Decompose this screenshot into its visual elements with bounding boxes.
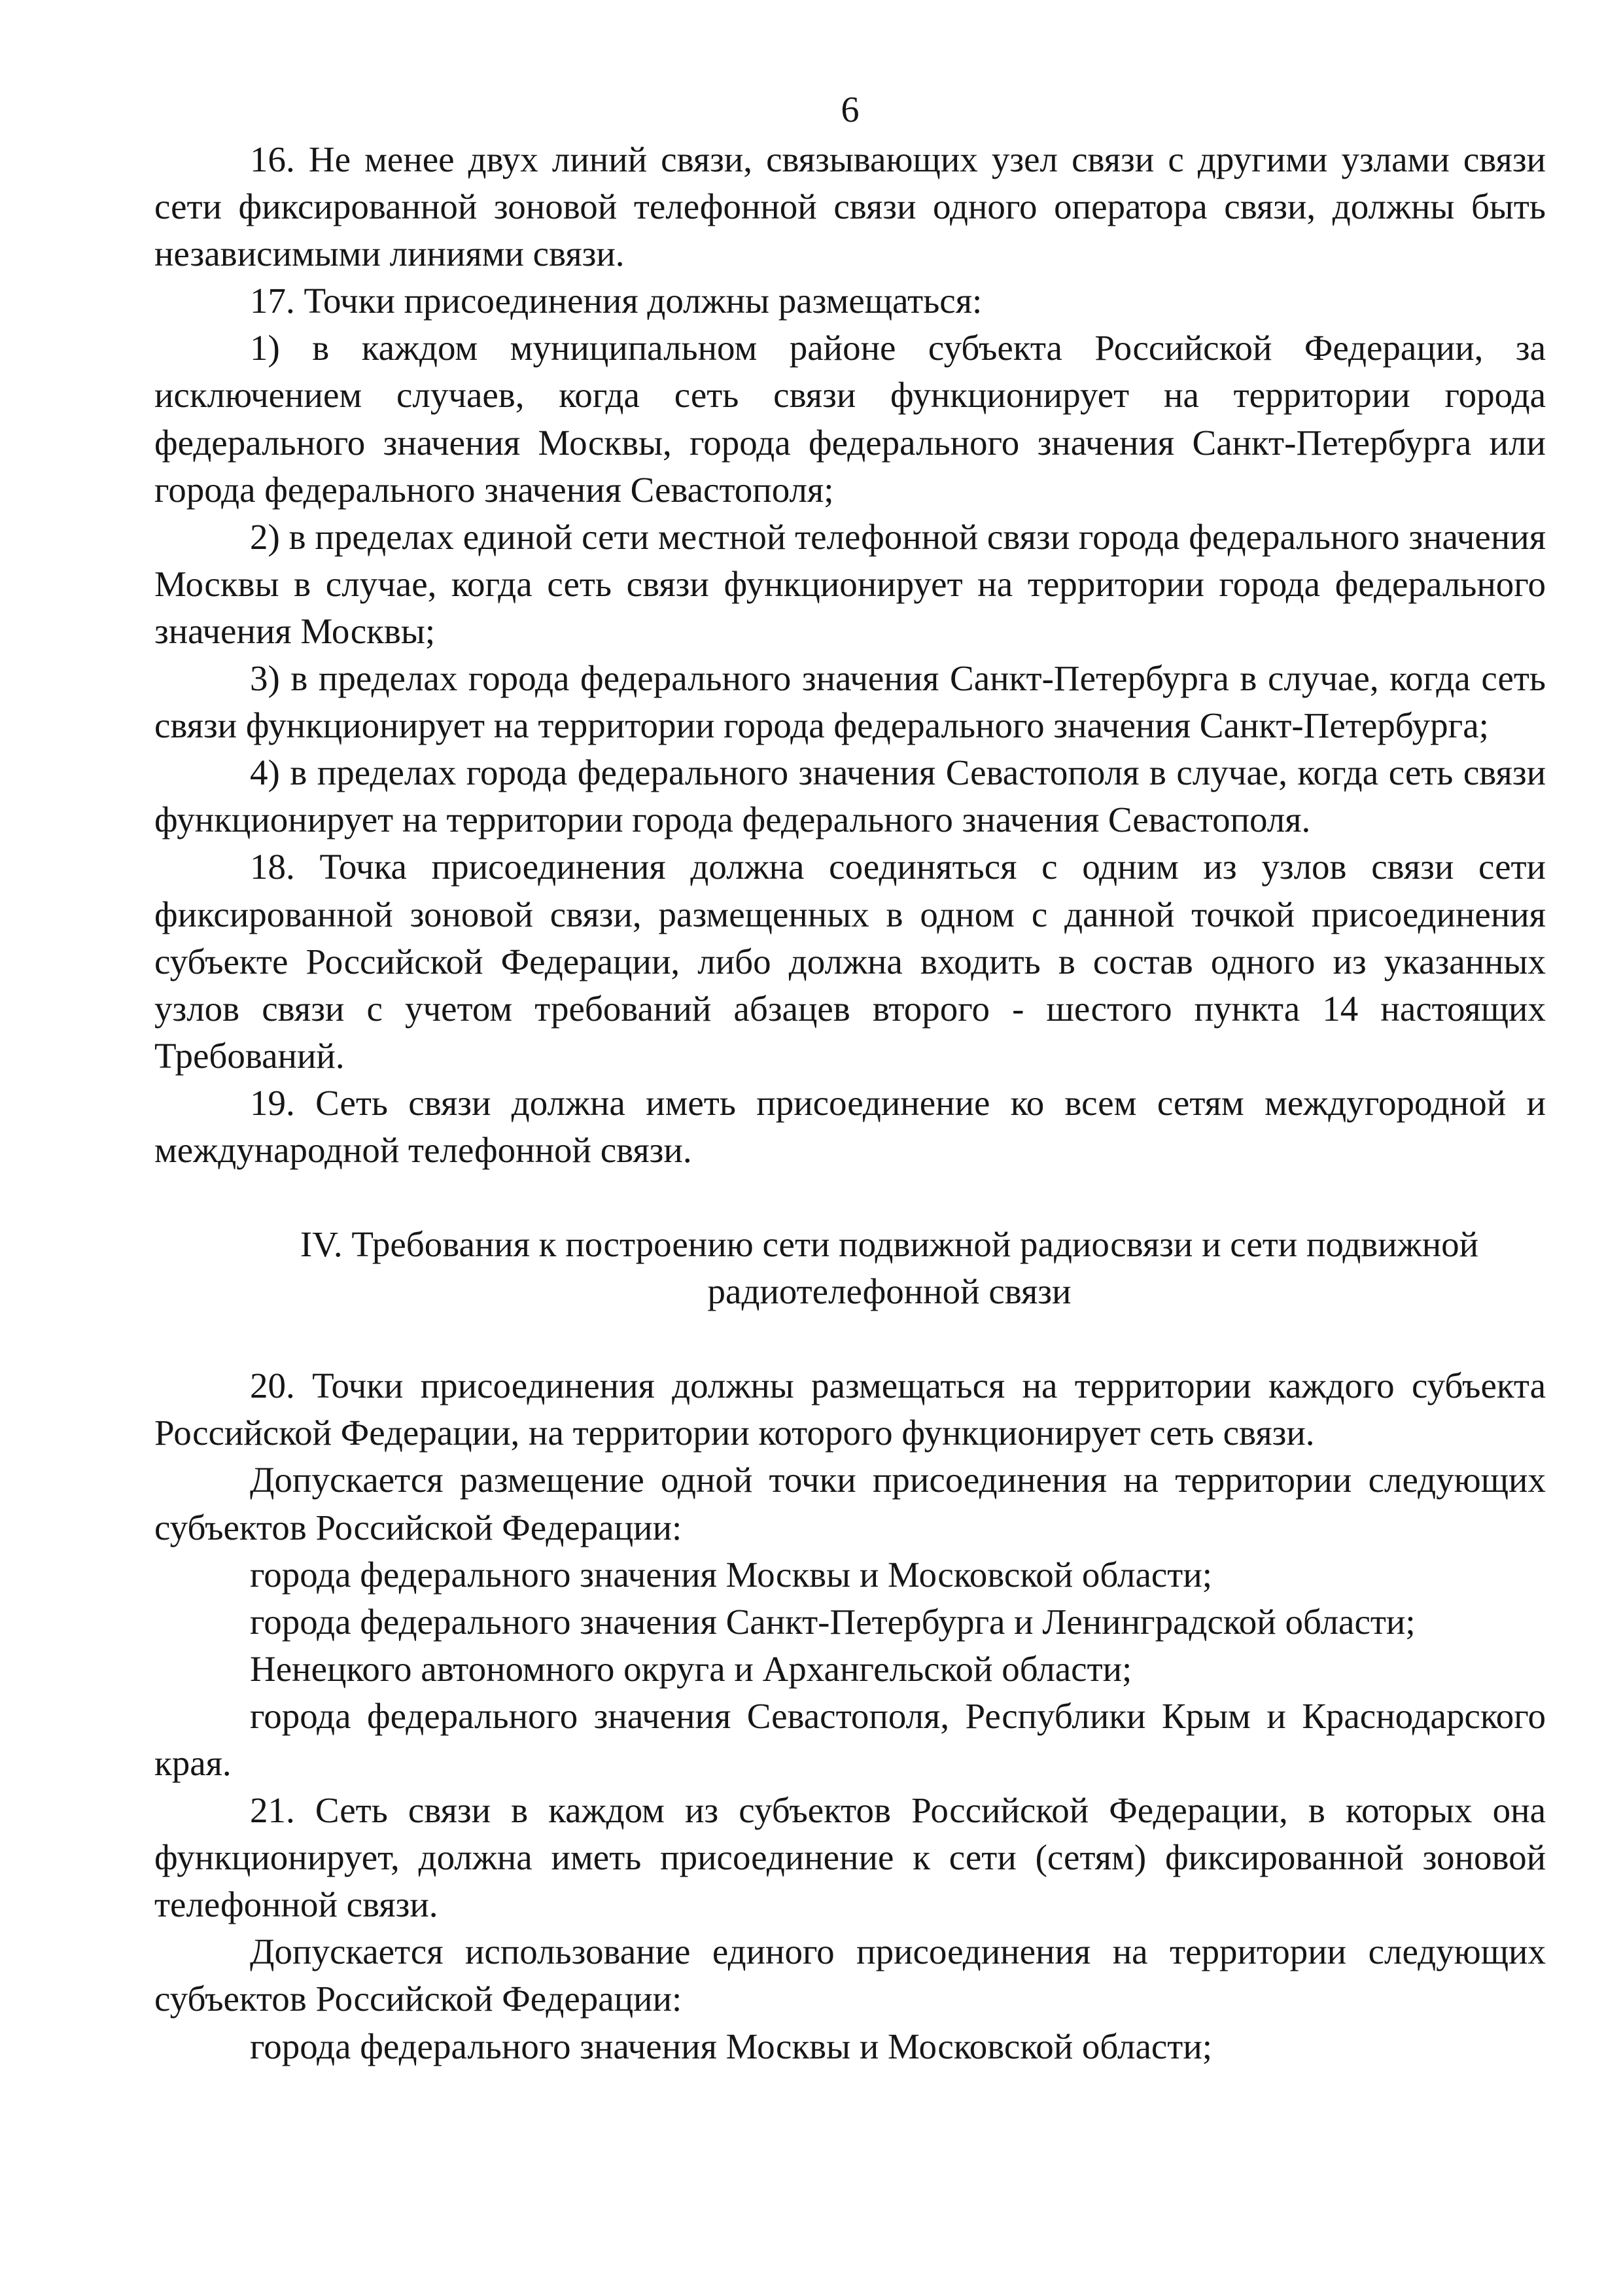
paragraph-17-item-4: 4) в пределах города федерального значения Севастополя в случае, когда сеть связи функционирует на территории города федерального значения Севастополя. <box>154 752 1546 840</box>
section-heading-line-1: IV. Требования к построению сети подвижной радиосвязи и сети подвижной <box>300 1224 1479 1265</box>
document-page <box>154 0 1546 2296</box>
paragraph-20: 20. Точки присоединения должны размещаться на территории каждого субъекта Российской Федерации, на территории которого функционирует сеть связи. <box>154 1366 1546 1453</box>
paragraph-21: 21. Сеть связи в каждом из субъектов Российской Федерации, в которых она функционирует, должна иметь присоединение к сети (сетям) фиксированной зоновой телефонной связи. <box>154 1790 1546 1925</box>
paragraph-19: 19. Сеть связи должна иметь присоединение ко всем сетям междугородной и международной телефонной связи. <box>154 1082 1546 1170</box>
paragraph-21-allowance: Допускается использование единого присоединения на территории следующих субъектов Российской Федерации: <box>154 1932 1546 2019</box>
paragraph-17-item-3: 3) в пределах города федерального значения Санкт-Петербурга в случае, когда сеть связи функционирует на территории города федерального значения Санкт-Петербурга; <box>154 658 1546 746</box>
section-heading <box>154 1221 1546 1315</box>
section-heading-line-2: радиотелефонной связи <box>707 1271 1072 1312</box>
paragraph-17-item-1: 1) в каждом муниципальном районе субъекта Российской Федерации, за исключением случаев, когда сеть связи функционирует на территории города федерального значения Москвы, города федерального значения Санкт-Петербурга или города федерального значения Севастополя; <box>154 328 1546 510</box>
list-item-moscow: города федерального значения Москвы и Московской области; <box>250 1554 1213 1595</box>
paragraph-17-item-2: 2) в пределах единой сети местной телефонной связи города федерального значения Москвы в случае, когда сеть связи функционирует на территории города федерального значения Москвы; <box>154 516 1546 651</box>
paragraph-18: 18. Точка присоединения должна соединяться с одним из узлов связи сети фиксированной зоновой связи, размещенных в одном с данной точкой присоединения субъекте Российской Федерации, либо должна входить в состав одного из указанных узлов связи с учетом требований абзацев второго - шестого пункта 14 настоящих Требований. <box>154 847 1546 1076</box>
list-item-sevastopol: города федерального значения Севастополя, Республики Крым и Краснодарского края. <box>154 1695 1546 1783</box>
page-number: 6 <box>841 90 860 130</box>
paragraph-20-allowance: Допускается размещение одной точки присоединения на территории следующих субъектов Российской Федерации: <box>154 1460 1546 1547</box>
paragraph-17: 17. Точки присоединения должны размещаться: <box>250 281 983 321</box>
document-body <box>154 136 1546 2070</box>
list-item-nenets: Ненецкого автономного округа и Архангельской области; <box>250 1648 1132 1689</box>
list-item-moscow-2: города федерального значения Москвы и Московской области; <box>250 2026 1213 2066</box>
paragraph-16: 16. Не менее двух линий связи, связывающих узел связи с другими узлами связи сети фиксированной зоновой телефонной связи одного оператора связи, должны быть независимыми линиями связи. <box>154 139 1546 274</box>
list-item-saint-petersburg: города федерального значения Санкт-Петербурга и Ленинградской области; <box>250 1601 1416 1642</box>
